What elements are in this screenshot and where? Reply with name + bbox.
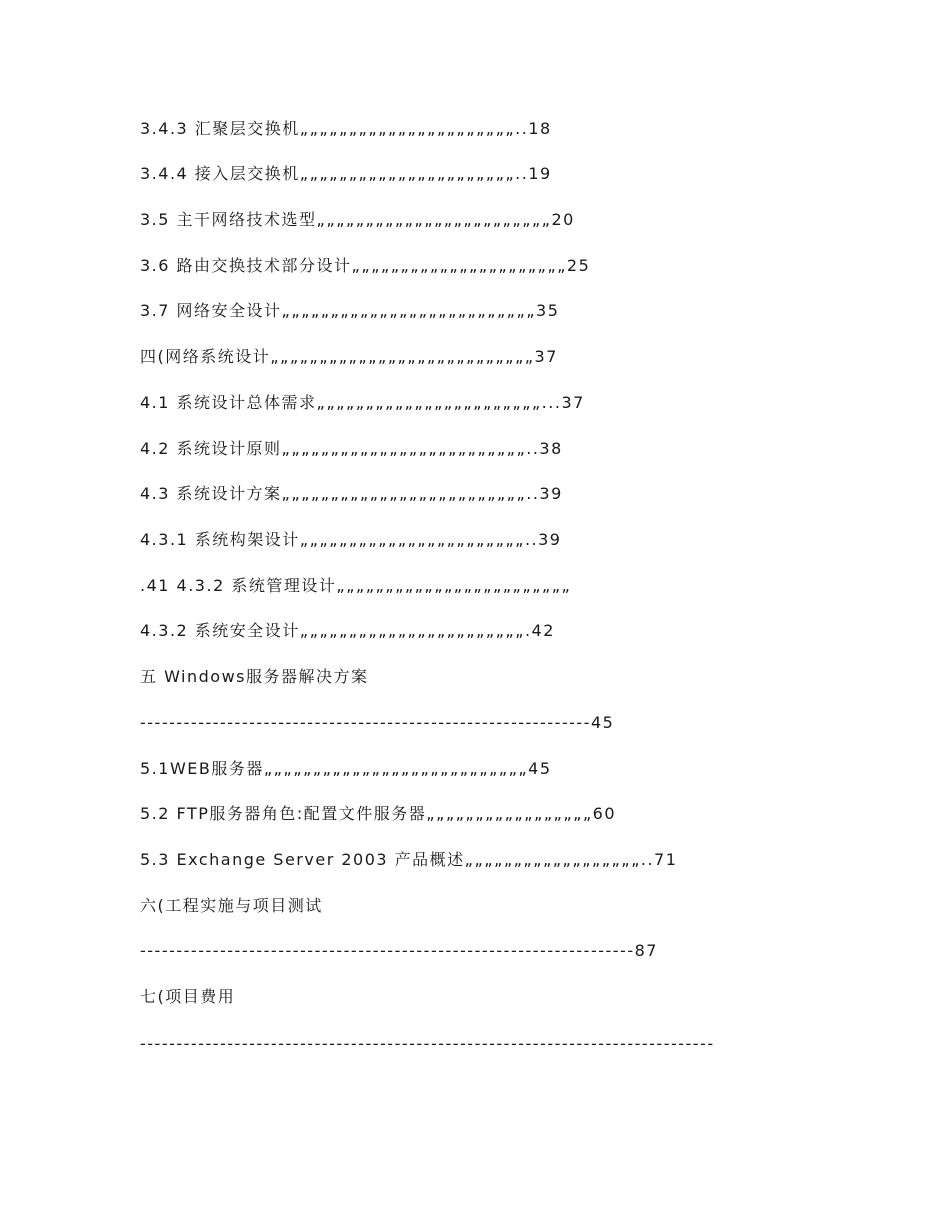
toc-entry-3-5: 3.5 主干网络技术选型„„„„„„„„„„„„„„„„„„„„„„„„20 [140, 210, 575, 229]
toc-entry-5-3: 5.3 Exchange Server 2003 产品概述„„„„„„„„„„„„„„„„„„..71 [140, 850, 678, 869]
toc-entry-5-2: 5.2 FTP服务器角色:配置文件服务器„„„„„„„„„„„„„„„„„60 [140, 804, 617, 823]
toc-entry-6: 六(工程实施与项目测试 [140, 896, 323, 915]
toc-entry-4-3-2-security: 4.3.2 系统安全设计„„„„„„„„„„„„„„„„„„„„„„„.42 [140, 621, 555, 640]
toc-entry-4: 四(网络系统设计„„„„„„„„„„„„„„„„„„„„„„„„„„„37 [140, 347, 558, 366]
toc-leader-6: --------------------------------------------------------------------87 [140, 941, 658, 960]
toc-leader-7: ------------------------------------------------------------------------------- [140, 1034, 715, 1053]
toc-entry-4-3-1: 4.3.1 系统构架设计„„„„„„„„„„„„„„„„„„„„„„„..39 [140, 530, 562, 549]
toc-entry-3-6: 3.6 路由交换技术部分设计„„„„„„„„„„„„„„„„„„„„„„25 [140, 256, 591, 275]
toc-entry-5: 五 Windows服务器解决方案 [140, 667, 369, 686]
toc-entry-3-7: 3.7 网络安全设计„„„„„„„„„„„„„„„„„„„„„„„„„„35 [140, 301, 560, 320]
toc-entry-4-2: 4.2 系统设计原则„„„„„„„„„„„„„„„„„„„„„„„„„..38 [140, 439, 563, 458]
toc-entry-5-1: 5.1WEB服务器„„„„„„„„„„„„„„„„„„„„„„„„„„„45 [140, 759, 552, 778]
toc-entry-4-1: 4.1 系统设计总体需求„„„„„„„„„„„„„„„„„„„„„„„...37 [140, 393, 585, 412]
toc-entry-4-3-2-management: .41 4.3.2 系统管理设计„„„„„„„„„„„„„„„„„„„„„„„„ [140, 576, 572, 595]
toc-entry-4-3: 4.3 系统设计方案„„„„„„„„„„„„„„„„„„„„„„„„„..39 [140, 484, 563, 503]
toc-entry-3-4-4: 3.4.4 接入层交换机„„„„„„„„„„„„„„„„„„„„„„..19 [140, 164, 552, 183]
toc-leader-5: --------------------------------------------------------------45 [140, 713, 615, 732]
toc-entry-3-4-3: 3.4.3 汇聚层交换机„„„„„„„„„„„„„„„„„„„„„„..18 [140, 119, 552, 138]
toc-entry-7: 七(项目费用 [140, 987, 236, 1006]
